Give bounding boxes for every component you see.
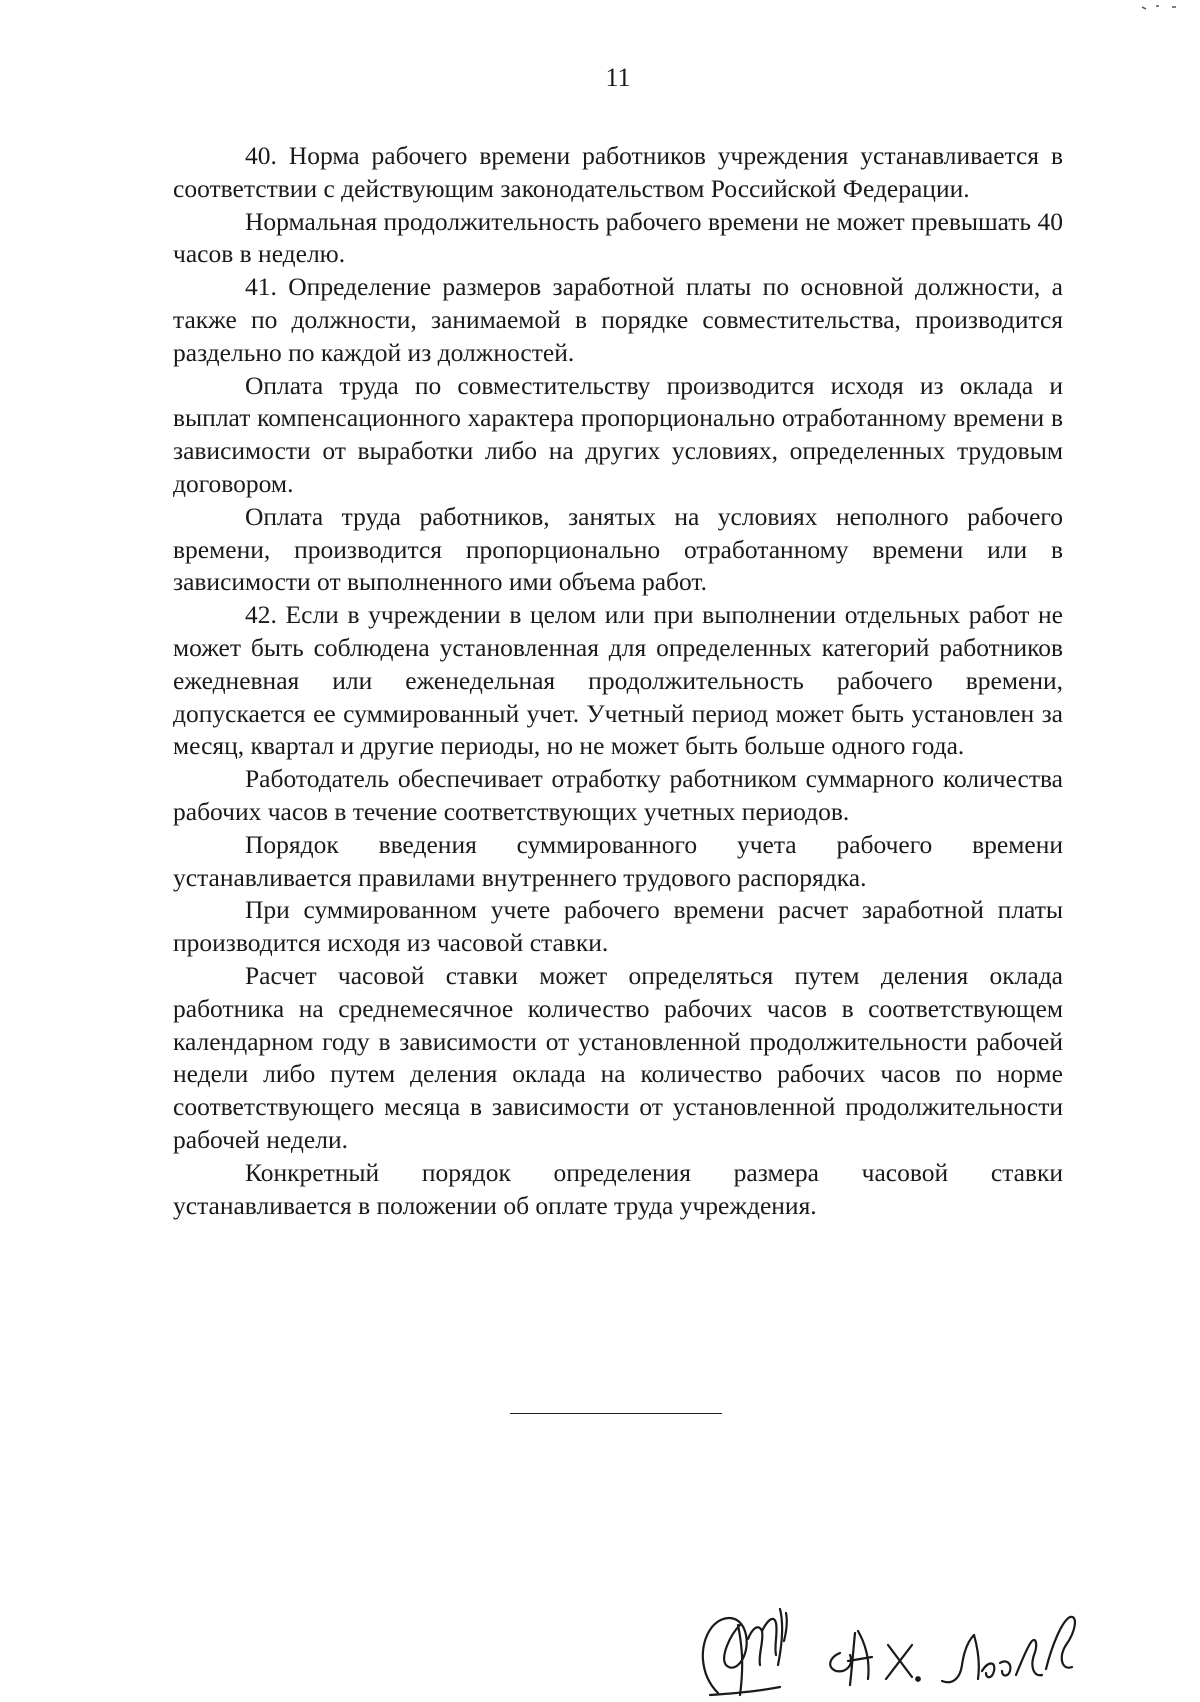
paragraph-41-part-time-pay: Оплата труда по совместительству производится исходя из оклада и выплат компенсационного характера пропорционально отработанному времени в зависимости от выработки либо на других условиях, определенных трудовым договором. [173, 370, 1063, 498]
paragraph-41: 41. Определение размеров заработной платы по основной должности, а также по должности, занимаемой в порядке совместительства, производится раздельно по каждой из должностей. [173, 272, 1063, 367]
paragraph-40-normal-hours: Нормальная продолжительность рабочего времени не может превышать 40 часов в неделю. [173, 206, 1063, 269]
end-separator-line [510, 1413, 722, 1414]
paragraph-42-procedure: Порядок введения суммированного учета рабочего времени устанавливается правилами внутреннего трудового распорядка. [173, 829, 1063, 892]
paragraph-42-hourly-rate-calc: Расчет часовой ставки может определяться путем деления оклада работника на среднемесячное количество рабочих часов в соответствующем календарном году в зависимости от установленной продолжительности рабочей недели либо путем деления оклада на количество рабочих часов по норме соответствующего месяца в зависимости от установленной продолжительности рабочей недели. [173, 960, 1063, 1154]
handwritten-signatures [690, 1605, 1110, 1697]
document-body [173, 140, 1063, 1222]
paragraph-42-hourly-pay: При суммированном учете рабочего времени расчет заработной платы производится исходя из часовой ставки. [173, 895, 1063, 958]
paragraph-41-incomplete-hours: Оплата труда работников, занятых на условиях неполного рабочего времени, производится пропорционально отработанному времени или в зависимости от выполненного ими объема работ. [173, 501, 1063, 597]
paragraph-42-specific-procedure: Конкретный порядок определения размера часовой ставки устанавливается в положении об оплате труда учреждения. [173, 1157, 1063, 1220]
page-number: 11 [605, 63, 631, 92]
paragraph-42: 42. Если в учреждении в целом или при выполнении отдельных работ не может быть соблюдена установленная для определенных категорий работников ежедневная или еженедельная продолжительность рабочего времени, допускается ее суммированный учет. Учетный период может быть установлен за месяц, квартал и другие периоды, но не может быть больше одного года. [173, 600, 1063, 761]
scan-corner-marks [1122, 0, 1182, 14]
paragraph-42-employer: Работодатель обеспечивает отработку работником суммарного количества рабочих часов в течение соответствующих учетных периодов. [173, 764, 1063, 826]
paragraph-40: 40. Норма рабочего времени работников учреждения устанавливается в соответствии с действующим законодательством Российской Федерации. [173, 141, 1063, 203]
